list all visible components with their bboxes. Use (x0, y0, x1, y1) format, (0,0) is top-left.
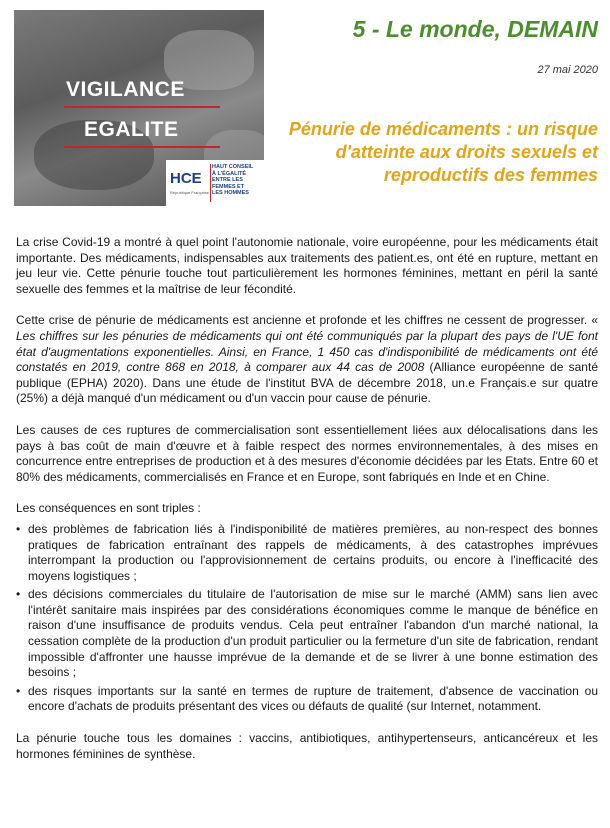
list-item: • des décisions commerciales du titulaire de l'autorisation de mise sur le marché (AMM) sans lien avec l'intérêt sanitaire mais inspirées par des considérations économiques comme le manque de bénéfice en raison d'une insuffisance de produits vendus. Cela peut entraîner l'abandon d'un marché national, la cessation complète de la production d'un produit particulier ou la fermeture d'un site de fabrication, rendant impossible d'affronter une hausse imprévue de la demande et de se livrer à une bonne estimation des besoins ; (16, 587, 598, 681)
article-body (16, 235, 598, 778)
hce-logo-acronym: HCE (170, 170, 202, 187)
paragraph: La crise Covid-19 a montré à quel point l'autonomie nationale, voire européenne, pour les médicaments était importante. Des médicaments, indispensables aux traitements des patient.es, ont été en rupture, mettant en jeu leur vie. Cette pénurie touche tout particulièrement les hormones féminines, mettant en péril la santé sexuelle des femmes et la maîtrise de leur fécondité. (16, 235, 598, 296)
banner-word-vigilance: VIGILANCE (66, 78, 185, 101)
hce-logo-divider (210, 164, 211, 202)
section-heading: 5 - Le monde, DEMAIN (352, 16, 598, 42)
header-banner-image (14, 10, 264, 206)
banner-divider (64, 106, 220, 108)
hce-logo-republic: République Française (170, 190, 209, 195)
list-intro: Les conséquences en sont triples : (16, 501, 201, 516)
article-title: Pénurie de médicaments : un risque d'atteinte aux droits sexuels et reproductifs des femmes (288, 119, 598, 185)
list-item: • des risques importants sur la santé en termes de rupture de traitement, d'absence de vaccination ou encore d'achats de produits présentant des vices ou défauts de qualité (sur Internet, notamment. (16, 684, 598, 715)
publication-date: 27 mai 2020 (537, 64, 598, 76)
list-item: • des problèmes de fabrication liés à l'indisponibilité de matières premières, au non-respect des bonnes pratiques de fabrication entraînant des rappels de médicaments, à des catastrophes imprévues interrompant la production ou l'approvisionnement de certains produits, ou encore à l'inefficacité des moyens logistiques ; (16, 522, 598, 584)
paragraph (16, 313, 598, 407)
paragraph: La pénurie touche tous les domaines : vaccins, antibiotiques, antihypertenseurs, anticancéreux et les hormones féminines de synthèse. (16, 731, 598, 761)
consequences-list (16, 522, 598, 715)
hce-logo (166, 160, 264, 206)
banner-divider (64, 146, 220, 148)
quote-text: Les chiffres sur les pénuries de médicaments qui ont été communiqués par la plupart des pays de l'UE font état d'augmentations exponentielles. Ainsi, en France, 1 450 cas d'indisponibilité de médicaments ont été constatés en 2019, contre 868 en 2018, à comparer aux 44 cas de 2008 (16, 328, 598, 375)
paragraph-text: Cette crise de pénurie de médicaments est ancienne et profonde et les chiffres ne cessent de progresser. « (16, 313, 598, 328)
paragraph-text: (Alliance européenne de santé publique (EPHA) 2020). Dans une étude de l'institut BVA de décembre 2018, un.e Français.e sur quatre (25%) a déjà manqué d'un médicament ou d'un vaccin pour cause de pénurie. (16, 360, 598, 406)
paragraph: Les causes de ces ruptures de commercialisation sont essentiellement liées aux délocalisations dans les pays à bas coût de main d'œuvre et à faible respect des normes environnementales, à des mises en concurrence entre entreprises de production et à des mesures d'économie décidées par les Etats. Entre 60 et 80% des médicaments, commercialisés en France et en Europe, sont fabriqués en Inde et en Chine. (16, 422, 598, 484)
banner-word-egalite: EGALITE (84, 118, 179, 141)
hce-logo-text: HAUT CONSEIL À L'ÉGALITÉ ENTRE LES FEMMES ET LES HOMMES (212, 164, 254, 196)
